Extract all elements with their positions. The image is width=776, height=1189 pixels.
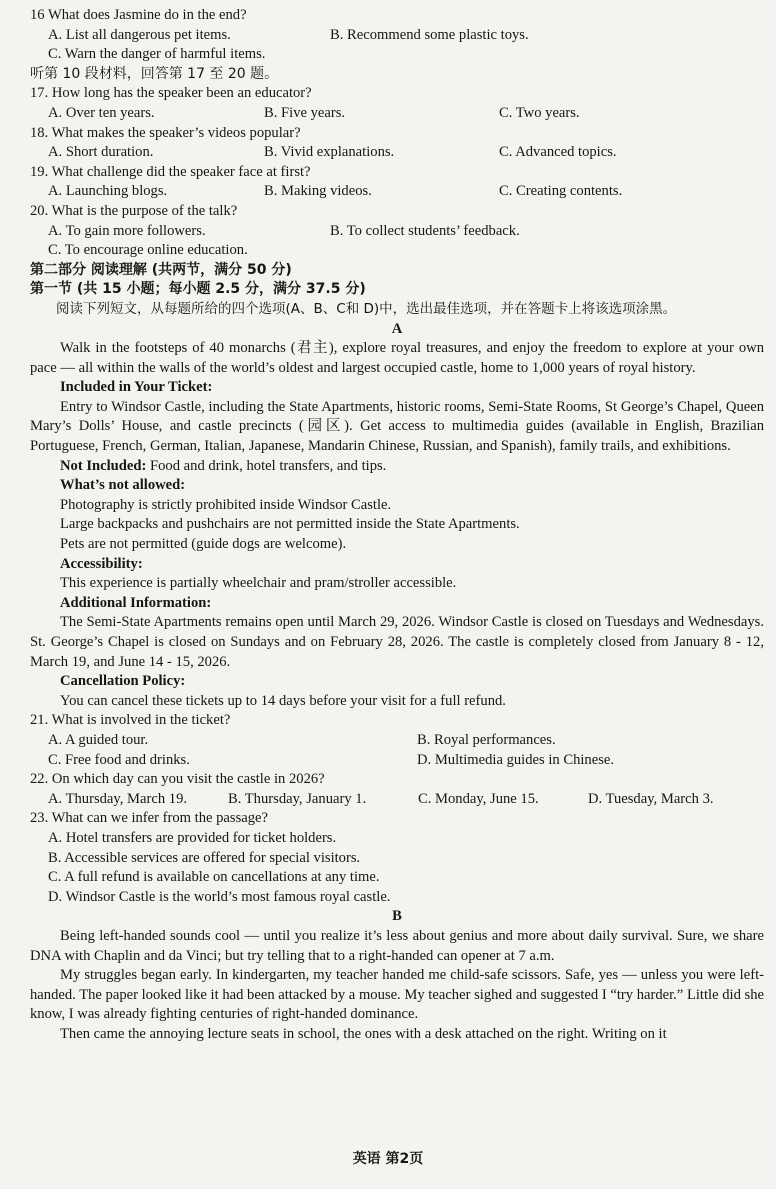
not-included-line bbox=[30, 457, 764, 477]
q23-option-c: C. A full refund is available on cancellations at any time. bbox=[48, 869, 380, 886]
q18-option-b: B. Vivid explanations. bbox=[264, 144, 395, 161]
q22-option-a: A. Thursday, March 19. bbox=[48, 790, 188, 807]
q17-stem: 17. How long has the speaker been an educator? bbox=[30, 85, 312, 102]
q19-option-a: A. Launching blogs. bbox=[48, 183, 168, 200]
q20-option-b: B. To collect students’ feedback. bbox=[330, 222, 520, 239]
accessibility-text: This experience is partially wheelchair and pram/stroller accessible. bbox=[60, 575, 457, 592]
passage-b-paragraph-2: My struggles began early. In kindergarten, my teacher handed me child-safe scissors. Safe, yes — unless you were left-handed. The paper looked like it had been attacked by a mouse. My teacher sighed and suggested I “try harder.” Little did she know, I was already fighting centuries of right-handed dominance. bbox=[30, 967, 764, 1023]
part-2-heading: 第二部分 阅读理解 (共两节，满分 50 分) bbox=[30, 261, 292, 278]
q16-option-c: C. Warn the danger of harmful items. bbox=[48, 46, 266, 63]
not-allowed-item: Photography is strictly prohibited inside Windsor Castle. bbox=[60, 496, 392, 513]
q18-options bbox=[30, 143, 764, 163]
q21-options-row2 bbox=[30, 751, 764, 771]
q21-option-a: A. A guided tour. bbox=[48, 731, 149, 748]
cancellation-heading: Cancellation Policy: bbox=[60, 673, 186, 690]
q19-stem: 19. What challenge did the speaker face at first? bbox=[30, 163, 311, 180]
not-allowed-heading: What’s not allowed: bbox=[60, 477, 186, 494]
q19-option-b: B. Making videos. bbox=[264, 183, 372, 200]
q19-options bbox=[30, 182, 764, 202]
q20-option-a: A. To gain more followers. bbox=[48, 222, 206, 239]
not-allowed-item: Large backpacks and pushchairs are not permitted inside the State Apartments. bbox=[60, 516, 520, 533]
q17-option-a: A. Over ten years. bbox=[48, 104, 155, 121]
q22-option-c: C. Monday, June 15. bbox=[418, 790, 539, 807]
q20-option-c: C. To encourage online education. bbox=[48, 242, 248, 259]
q18-option-a: A. Short duration. bbox=[48, 144, 154, 161]
not-included-text: Food and drink, hotel transfers, and tips. bbox=[150, 457, 387, 474]
included-text: Entry to Windsor Castle, including the State Apartments, historic rooms, Semi-State Rooms, St George’s Chapel, Queen Mary’s Dolls’ House, and castle precincts (园区). Get access to multimedia guides (available in English, Brazilian Portuguese, French, German, Italian, Japanese, Mandarin Chinese, Russian, and Spanish), family trails, and exhibitions. bbox=[30, 398, 764, 455]
q16-options bbox=[30, 26, 764, 46]
section-1-heading: 第一节 (共 15 小题；每小题 2.5 分，满分 37.5 分) bbox=[30, 281, 366, 298]
q21-options-row1 bbox=[30, 731, 764, 751]
accessibility-heading: Accessibility: bbox=[60, 555, 143, 572]
q22-option-d: D. Tuesday, March 3. bbox=[588, 790, 714, 807]
cancellation-text: You can cancel these tickets up to 14 days before your visit for a full refund. bbox=[60, 692, 506, 709]
q23-stem: 23. What can we infer from the passage? bbox=[30, 810, 268, 827]
q23-option-a: A. Hotel transfers are provided for ticket holders. bbox=[48, 829, 337, 846]
q20-stem: 20. What is the purpose of the talk? bbox=[30, 202, 238, 219]
q21-option-d: D. Multimedia guides in Chinese. bbox=[417, 751, 614, 768]
q16-option-a: A. List all dangerous pet items. bbox=[48, 26, 231, 43]
q17-option-b: B. Five years. bbox=[264, 104, 346, 121]
q21-option-c: C. Free food and drinks. bbox=[48, 751, 190, 768]
reading-instruction: 阅读下列短文，从每题所给的四个选项(A、B、C和 D)中，选出最佳选项，并在答题卡上将该选项涂黑。 bbox=[56, 300, 677, 317]
q21-stem: 21. What is involved in the ticket? bbox=[30, 712, 231, 729]
not-included-heading: Not Included: bbox=[60, 457, 147, 474]
passage-b-paragraph-1: Being left-handed sounds cool — until you realize it’s less about genius and more about daily survival. Sure, we share DNA with Chaplin and da Vinci; but try telling that to a right-handed can opener at 7 a.m. bbox=[30, 927, 764, 964]
q16-option-b: B. Recommend some plastic toys. bbox=[330, 26, 529, 43]
q22-option-b: B. Thursday, January 1. bbox=[228, 790, 367, 807]
additional-info-heading: Additional Information: bbox=[60, 594, 212, 611]
q18-option-c: C. Advanced topics. bbox=[499, 144, 617, 161]
q22-options bbox=[30, 790, 764, 810]
passage-a-intro: Walk in the footsteps of 40 monarchs (君主), explore royal treasures, and enjoy the freedom to explore at your own pace — all within the walls of the world’s oldest and largest occupied castle, home to 1,000 years of royal history. bbox=[30, 340, 764, 376]
q22-stem: 22. On which day can you visit the castle in 2026? bbox=[30, 771, 325, 788]
q20-options bbox=[30, 222, 764, 242]
q17-options bbox=[30, 104, 764, 124]
passage-b-paragraph-3: Then came the annoying lecture seats in school, the ones with a desk attached on the right. Writing on it bbox=[60, 1025, 667, 1042]
q23-option-b: B. Accessible services are offered for special visitors. bbox=[48, 849, 361, 866]
q21-option-b: B. Royal performances. bbox=[417, 731, 556, 748]
q16-stem: 16 What does Jasmine do in the end? bbox=[30, 7, 247, 23]
passage-b-label: B bbox=[392, 908, 402, 925]
not-allowed-item: Pets are not permitted (guide dogs are welcome). bbox=[60, 536, 347, 553]
page-footer: 英语 第2页 bbox=[352, 1151, 424, 1167]
section-10-heading: 听第 10 段材料，回答第 17 至 20 题。 bbox=[30, 65, 279, 82]
q17-option-c: C. Two years. bbox=[499, 104, 580, 121]
q18-stem: 18. What makes the speaker’s videos popular? bbox=[30, 124, 301, 141]
additional-info-text: The Semi-State Apartments remains open until March 29, 2026. Windsor Castle is closed on Tuesdays and Wednesdays. St. George’s Chapel is closed on Sundays and on February 28, 2026. The castle is completely closed from January 8 - 12, March 19, and June 14 - 15, 2026. bbox=[30, 614, 764, 670]
q19-option-c: C. Creating contents. bbox=[499, 183, 623, 200]
included-heading: Included in Your Ticket: bbox=[60, 379, 213, 396]
q23-option-d: D. Windsor Castle is the world’s most famous royal castle. bbox=[48, 888, 391, 905]
passage-a-label: A bbox=[391, 320, 403, 337]
